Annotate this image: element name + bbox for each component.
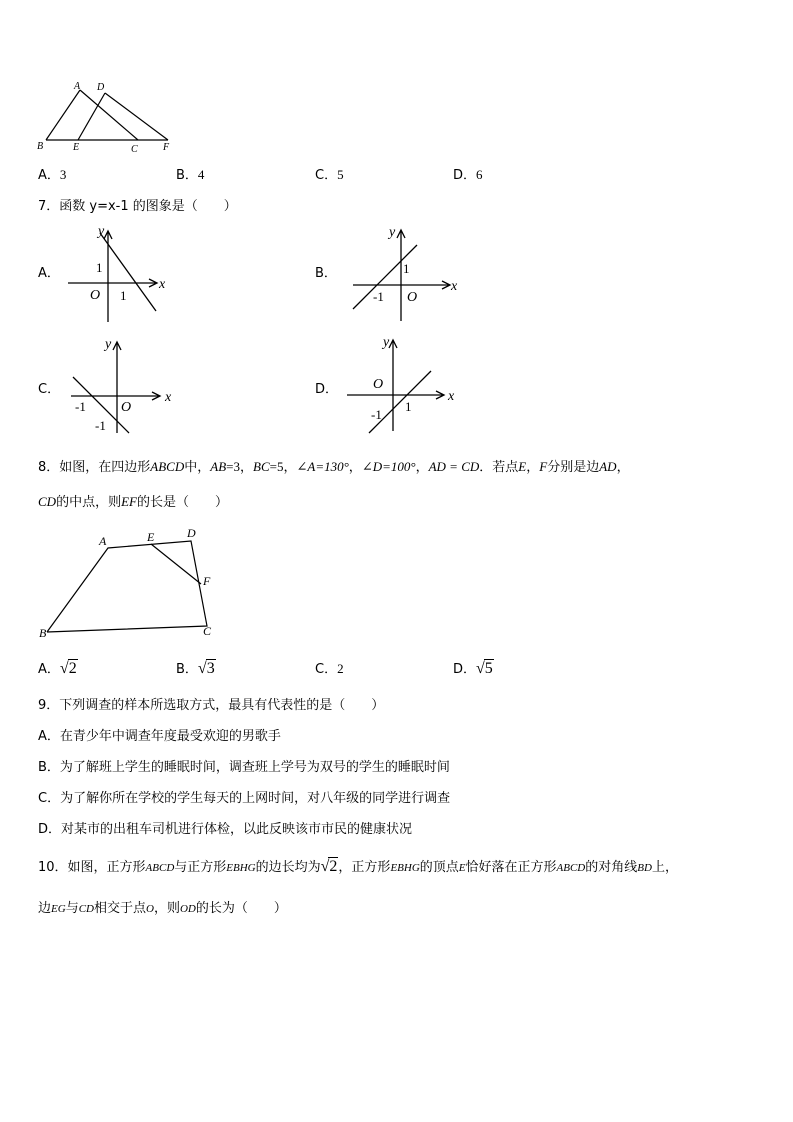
q6-option-c[interactable]: C．5	[315, 167, 344, 183]
q8-option-b[interactable]: B．√3	[176, 660, 215, 677]
q7-option-d-label[interactable]: D．	[315, 382, 339, 397]
q10-stem-line2: 边EG与CD相交于点O，则OD的长为（ ）	[38, 901, 287, 916]
q7b-origin: O	[407, 290, 418, 305]
sqrt-symbol: √3	[197, 660, 215, 677]
q7b-x-label: x	[451, 279, 458, 294]
q7a-y-intercept: 1	[96, 260, 103, 275]
q7c-x-label: x	[165, 390, 172, 405]
q8-stem-line1: 8．如图，在四边形ABCD中，AB=3，BC=5，∠A=130°，∠D=100°，AD = CD．若点E，F分别是边AD，	[38, 459, 630, 475]
q7-graph-a[interactable]	[60, 225, 180, 325]
q6-label-f: F	[163, 142, 170, 153]
q9-stem: 9．下列调查的样本所选取方式，最具有代表性的是（ ）	[38, 698, 385, 713]
q6-label-e: E	[73, 142, 80, 153]
q6-option-b[interactable]: B．4	[176, 167, 205, 183]
q6-option-d[interactable]: D．6	[453, 167, 483, 183]
q8-option-d[interactable]: D．√5	[453, 660, 493, 677]
q7d-x-label: x	[448, 389, 455, 404]
q7b-x-intercept: -1	[373, 289, 384, 304]
q6-option-a[interactable]: A．3	[38, 167, 67, 183]
q7-graph-d[interactable]	[345, 333, 465, 435]
q7-option-c-label[interactable]: C．	[38, 382, 61, 397]
q6-label-c: C	[131, 144, 138, 154]
q7-option-b-label[interactable]: B．	[315, 266, 337, 281]
q7d-y-intercept: -1	[371, 407, 382, 422]
q7-stem: 7．函数 y=x-1 的图象是（ ）	[38, 199, 237, 214]
q9-option-a[interactable]: A．在青少年中调查年度最受欢迎的男歌手	[38, 729, 281, 744]
q8-label-c: C	[203, 624, 212, 638]
q6-label-b: B	[37, 141, 44, 152]
q7a-y-label: y	[98, 225, 105, 239]
q7c-x-intercept: -1	[75, 399, 86, 414]
q7-option-a-label[interactable]: A．	[38, 266, 60, 281]
q7a-origin: O	[90, 288, 101, 303]
q8-label-f: F	[203, 574, 211, 588]
q7b-y-intercept: 1	[403, 261, 410, 276]
q8-label-d: D	[187, 526, 196, 540]
q8-label-a: A	[99, 534, 107, 548]
sqrt-symbol: √5	[476, 660, 493, 677]
q6-triangle-figure	[30, 78, 180, 154]
q7d-y-label: y	[383, 335, 390, 350]
q7d-x-intercept: 1	[405, 399, 412, 414]
q9-option-b[interactable]: B．为了解班上学生的睡眠时间，调查班上学号为双号的学生的睡眠时间	[38, 760, 450, 775]
sqrt-symbol: √2	[320, 858, 338, 875]
q8-stem-line2: CD的中点，则EF的长是（ ）	[38, 494, 228, 510]
q7d-origin: O	[373, 377, 384, 392]
q7-graph-c[interactable]	[65, 335, 185, 435]
q6-label-a: A	[74, 81, 81, 92]
q8-quadrilateral-figure	[35, 525, 225, 640]
q7c-origin: O	[121, 400, 132, 415]
q7-graph-b[interactable]	[345, 223, 465, 323]
q10-stem-line1: 10．如图，正方形ABCD与正方形EBHG的边长均为√2，正方形EBHG的顶点E恰好落在正方形ABCD的对角线BD上，	[38, 858, 678, 875]
q8-label-b: B	[39, 626, 47, 640]
q6-label-d: D	[97, 82, 105, 93]
q7c-y-intercept: -1	[95, 418, 106, 433]
q9-option-c[interactable]: C．为了解你所在学校的学生每天的上网时间，对八年级的同学进行调查	[38, 791, 451, 806]
q8-label-e: E	[147, 530, 155, 544]
q7a-x-intercept: 1	[120, 288, 127, 303]
q8-option-c[interactable]: C．2	[315, 661, 344, 677]
q7a-x-label: x	[159, 277, 166, 292]
q7c-y-label: y	[105, 337, 112, 352]
q7b-y-label: y	[389, 225, 396, 240]
q9-option-d[interactable]: D．对某市的出租车司机进行体检，以此反映该市市民的健康状况	[38, 822, 413, 837]
q8-option-a[interactable]: A．√2	[38, 660, 77, 677]
sqrt-symbol: √2	[59, 660, 77, 677]
